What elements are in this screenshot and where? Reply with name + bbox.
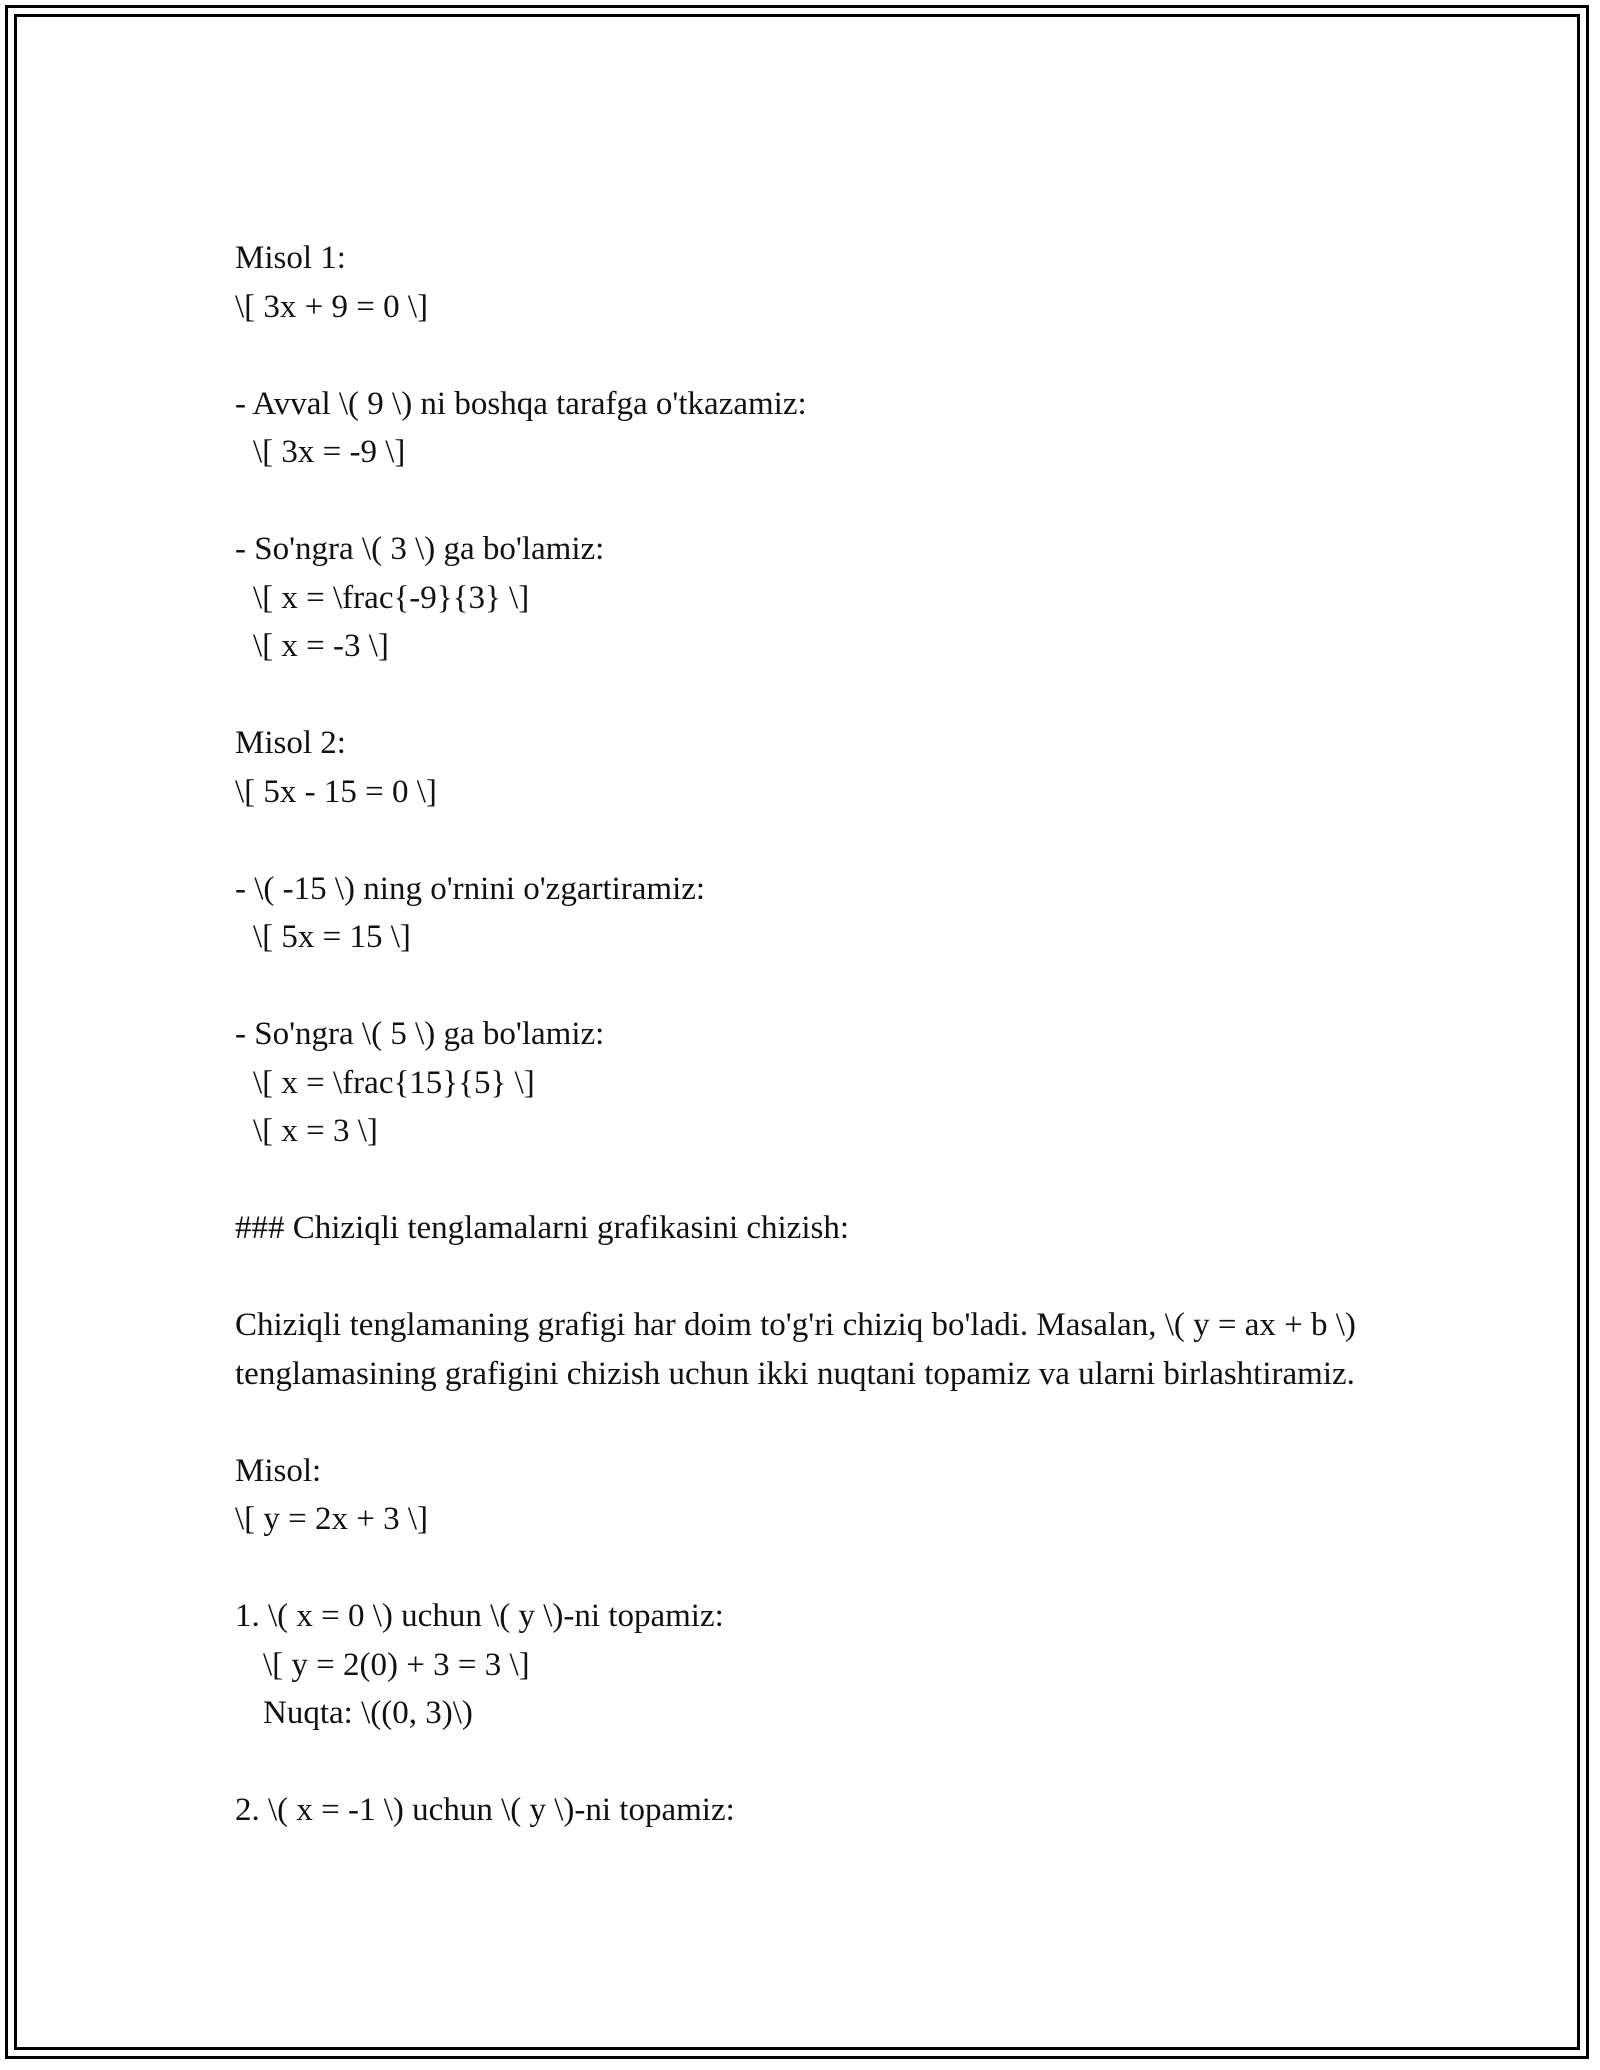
blank-line [235,1544,1365,1593]
text-line: Misol 1: [235,240,346,276]
text-line: ### Chiziqli tenglamalarni grafikasini chizish: [235,1210,850,1246]
blank-line [235,671,1365,720]
text-line: - \( -15 \) ning o'rnini o'zgartiramiz: [235,870,706,907]
text-line: \[ y = 2x + 3 \] [235,1501,429,1537]
text-line: \[ x = \frac{15}{5} \] [253,1064,535,1101]
text-line: \[ x = -3 \] [253,628,389,664]
text-line: \[ x = 3 \] [253,1113,378,1149]
blank-line [235,816,1365,865]
blank-line [235,962,1365,1011]
text-line: \[ x = \frac{-9}{3} \] [253,579,530,616]
text-line: Nuqta: \((0, 3)\) [263,1695,473,1731]
blank-line [235,1398,1365,1447]
text-line: Misol: [235,1452,322,1489]
blank-line [235,331,1365,380]
text-line: - So'ngra \( 5 \) ga bo'lamiz: [235,1016,605,1052]
blank-line [235,1156,1365,1205]
text-line: \[ y = 2(0) + 3 = 3 \] [263,1646,530,1683]
text-line: \[ 5x = 15 \] [253,919,411,955]
blank-line [235,1738,1365,1787]
text-line: \[ 3x + 9 = 0 \] [235,288,429,325]
text-line: Misol 2: [235,725,346,761]
blank-line [235,1253,1365,1302]
paragraph: Chiziqli tenglamaning grafigi har doim to'g'ri chiziq bo'ladi. Masalan, \( y = ax + b \) tenglamasining grafigini chizish uchun ikki nuqtani topamiz va ularni birlashtiramiz. [235,1307,1356,1392]
blank-line [235,477,1365,526]
text-line: \[ 5x - 15 = 0 \] [235,773,437,810]
text-line: - So'ngra \( 3 \) ga bo'lamiz: [235,531,605,567]
text-line: \[ 3x = -9 \] [253,434,406,470]
text-line: - Avval \( 9 \) ni boshqa tarafga o'tkazamiz: [235,385,807,422]
document-body [235,234,1365,1835]
text-line: 1. \( x = 0 \) uchun \( y \)-ni topamiz: [235,1598,724,1634]
text-line: 2. \( x = -1 \) uchun \( y \)-ni topamiz: [235,1792,735,1828]
